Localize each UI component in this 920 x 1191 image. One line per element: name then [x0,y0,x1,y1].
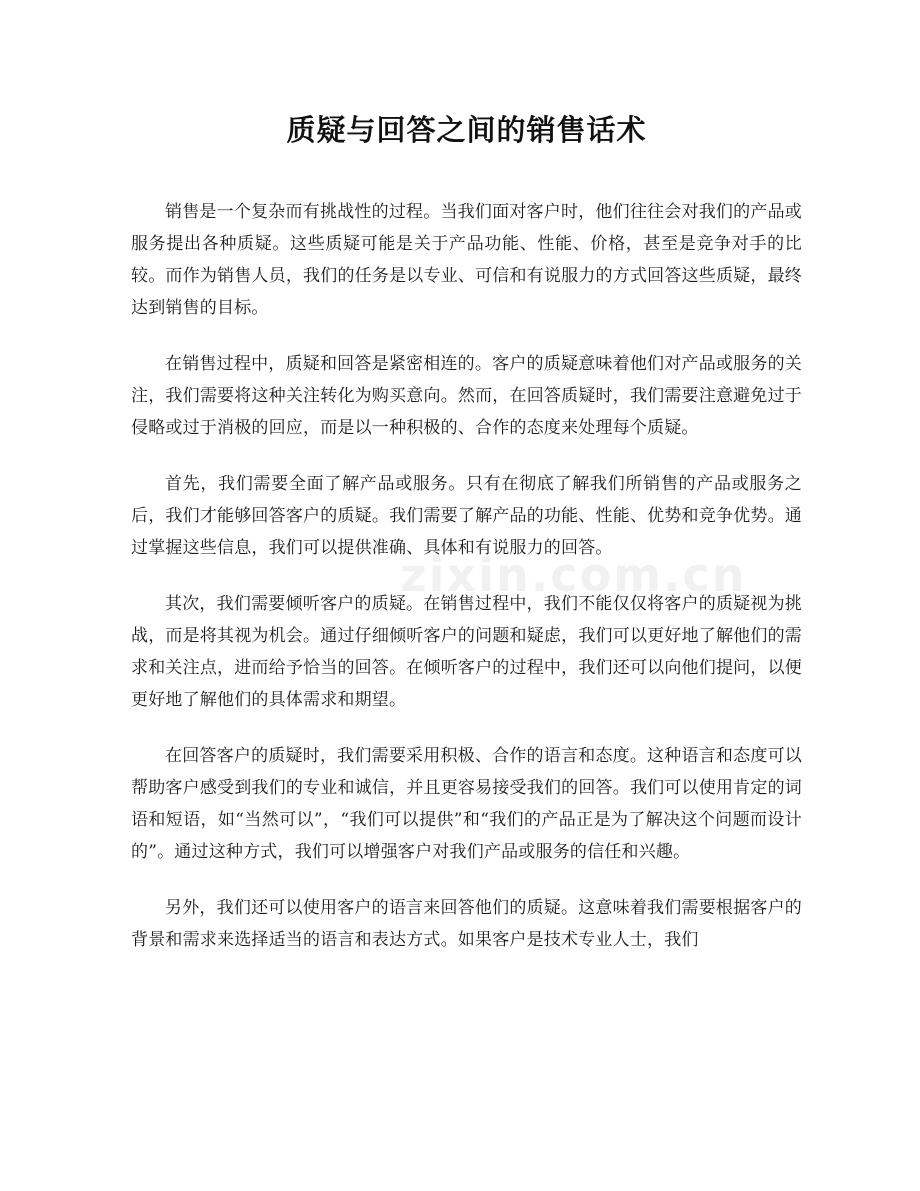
paragraph-4: 其次，我们需要倾听客户的质疑。在销售过程中，我们不能仅仅将客户的质疑视为挑战，而是将其视为机会。通过仔细倾听客户的问题和疑虑，我们可以更好地了解他们的需求和关注点，进而给予恰当的回答。在倾听客户的过程中，我们还可以向他们提问，以便更好地了解他们的具体需求和期望。 [131,594,802,710]
paragraph-6: 另外，我们还可以使用客户的语言来回答他们的质疑。这意味着我们需要根据客户的背景和需求来选择适当的语言和表达方式。如果客户是技术专业人士，我们 [131,898,802,950]
paragraph-3: 首先，我们需要全面了解产品或服务。只有在彻底了解我们所销售的产品或服务之后，我们才能够回答客户的质疑。我们需要了解产品的功能、性能、优势和竞争优势。通过掌握这些信息，我们可以提供准确、具体和有说服力的回答。 [131,474,802,558]
paragraph-5: 在回答客户的质疑时，我们需要采用积极、合作的语言和态度。这种语言和态度可以帮助客户感受到我们的专业和诚信，并且更容易接受我们的回答。我们可以使用肯定的词语和短语，如“当然可以”，“我们可以提供”和“我们的产品正是为了解决这个问题而设计的”。通过这种方式，我们可以增强客户对我们产品或服务的信任和兴趣。 [131,746,802,862]
document-title: 质疑与回答之间的销售话术 [286,113,647,147]
paragraph-1: 销售是一个复杂而有挑战性的过程。当我们面对客户时，他们往往会对我们的产品或服务提出各种质疑。这些质疑可能是关于产品功能、性能、价格，甚至是竞争对手的比较。而作为销售人员，我们的任务是以专业、可信和有说服力的方式回答这些质疑，最终达到销售的目标。 [131,202,802,318]
watermark: zixin.com.cn [400,548,747,602]
paragraph-2: 在销售过程中，质疑和回答是紧密相连的。客户的质疑意味着他们对产品或服务的关注，我们需要将这种关注转化为购买意向。然而，在回答质疑时，我们需要注意避免过于侵略或过于消极的回应，而是以一种积极的、合作的态度来处理每个质疑。 [131,354,802,438]
